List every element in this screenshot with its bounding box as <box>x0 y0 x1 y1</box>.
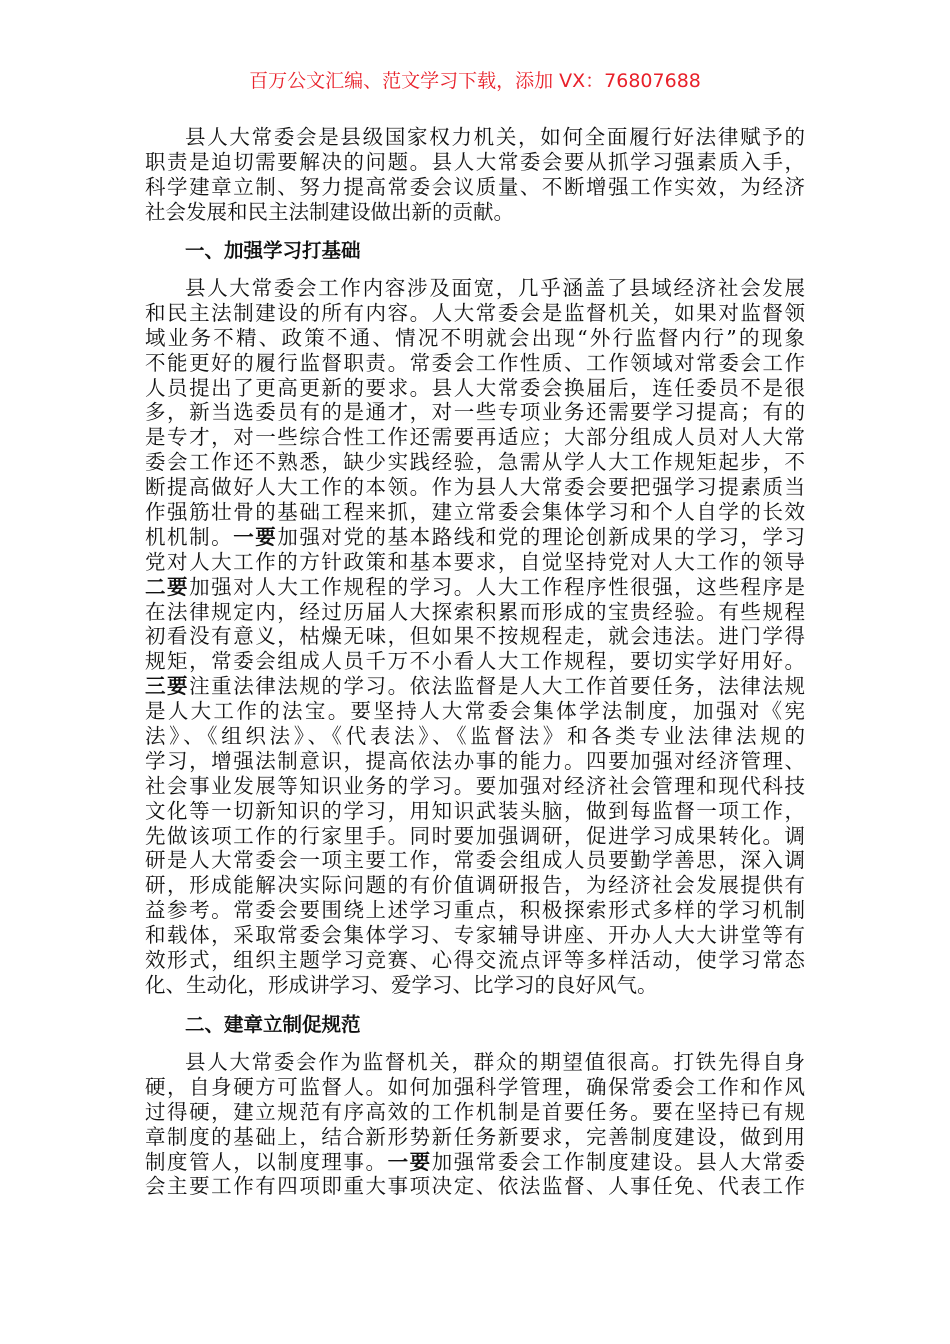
bold-keyword: 一要 <box>233 524 278 549</box>
text-line <box>145 175 805 200</box>
line-text: 党对人大工作的方针政策和基本要求，自觉坚持党对人大工作的领导 <box>145 549 805 574</box>
line-text: 不能更好的履行监督职责。常委会工作性质、工作领域对常委会工作 <box>145 350 805 375</box>
text-line <box>145 150 805 175</box>
line-text: 作强筋壮骨的基础工程来抓，建立常委会集体学习和个人自学的长效 <box>145 500 805 525</box>
paragraph-section-1 <box>145 276 805 998</box>
line-text: 县人大常委会是县级国家权力机关，如何全面履行好法律赋予的 <box>185 125 805 149</box>
text-line <box>145 774 805 799</box>
bold-keyword: 一要 <box>387 1149 432 1174</box>
text-line <box>145 649 805 674</box>
line-text: 法》、《组织法》、《代表法》、《监督法》和各类专业法律法规的 <box>145 724 805 749</box>
text-line <box>145 475 805 500</box>
line-text: 会主要工作有四项即重大事项决定、依法监督、人事任免、代表工作 <box>145 1174 805 1199</box>
text-line <box>145 575 805 600</box>
line-text: 章制度的基础上，结合新形势新任务新要求，完善制度建设，做到用 <box>145 1124 805 1149</box>
line-text: 加强对党的基本路线和党的理论创新成果的学习，学习 <box>277 524 806 549</box>
text-line <box>145 301 805 326</box>
line-text: 科学建章立制、努力提高常委会议质量、不断增强工作实效，为经济 <box>145 174 805 199</box>
line-text: 是人大工作的法宝。要坚持人大常委会集体学法制度，加强对《宪 <box>145 699 805 724</box>
line-text: 社会发展和民主法制建设做出新的贡献。 <box>145 199 514 224</box>
text-line <box>145 125 805 150</box>
line-text: 多，新当选委员有的是通才，对一些专项业务还需要学习提高；有的 <box>145 400 805 425</box>
text-line <box>145 973 805 998</box>
text-line <box>145 276 805 301</box>
text-line <box>145 873 805 898</box>
text-line <box>145 1100 805 1125</box>
text-line <box>145 898 805 923</box>
line-text: 县人大常委会作为监督机关，群众的期望值很高。打铁先得自身 <box>185 1050 805 1074</box>
paragraph-section-2 <box>145 1050 805 1199</box>
watermark-banner: 百万公文汇编、范文学习下载，添加 VX：76807688 <box>249 70 701 92</box>
line-text: 断提高做好人大工作的本领。作为县人大常委会要把强学习提素质当 <box>145 475 805 500</box>
text-line <box>145 600 805 625</box>
line-text: 在法律规定内，经过历届人大探索积累而形成的宝贵经验。有些规程 <box>145 599 805 624</box>
line-text: 人员提出了更高更新的要求。县人大常委会换届后，连任委员不是很 <box>145 375 805 400</box>
line-text: 化、生动化，形成讲学习、爱学习、比学习的良好风气。 <box>145 972 658 997</box>
text-line <box>145 1075 805 1100</box>
bold-keyword: 三要 <box>145 674 190 699</box>
line-text: 加强对人大工作规程的学习。人大工作程序性很强，这些程序是 <box>189 574 806 599</box>
text-line <box>145 624 805 649</box>
text-line <box>145 749 805 774</box>
line-text: 职责是迫切需要解决的问题。县人大常委会要从抓学习强素质入手， <box>145 149 805 174</box>
text-line <box>145 326 805 351</box>
text-line <box>145 724 805 749</box>
line-text: 硬，自身硬方可监督人。如何加强科学管理，确保常委会工作和作风 <box>145 1074 805 1099</box>
section-heading-1: 一、加强学习打基础 <box>185 239 361 262</box>
text-line <box>145 1050 805 1075</box>
line-text: 规矩，常委会组成人员千万不小看人大工作规程，要切实学好用好。 <box>145 649 805 674</box>
text-line <box>145 351 805 376</box>
line-text: 和载体，采取常委会集体学习、专家辅导讲座、开办人大大讲堂等有 <box>145 923 805 948</box>
text-line <box>145 848 805 873</box>
line-text: 是专才，对一些综合性工作还需要再适应；大部分组成人员对人大常 <box>145 425 805 450</box>
text-line <box>145 450 805 475</box>
line-text: 过得硬，建立规范有序高效的工作机制是首要任务。要在坚持已有规 <box>145 1099 805 1124</box>
section-heading-2: 二、建章立制促规范 <box>185 1013 361 1036</box>
text-line <box>145 1174 805 1199</box>
text-line <box>145 400 805 425</box>
paragraph-intro <box>145 125 805 225</box>
line-text: 机机制。 <box>145 524 234 549</box>
text-line <box>145 948 805 973</box>
line-text: 加强常委会工作制度建设。县人大常委 <box>431 1149 806 1174</box>
text-line <box>145 1125 805 1150</box>
line-text: 文化等一切新知识的学习，用知识武装头脑，做到每监督一项工作， <box>145 798 805 823</box>
text-line <box>145 200 805 225</box>
line-text: 益参考。常委会要围绕上述学习重点，积极探索形式多样的学习机制 <box>145 898 805 923</box>
line-text: 初看没有意义，枯燥无味，但如果不按规程走，就会违法。进门学得 <box>145 624 805 649</box>
line-text: 研，形成能解决实际问题的有价值调研报告，为经济社会发展提供有 <box>145 873 805 898</box>
line-text: 委会工作还不熟悉，缺少实践经验，急需从学人大工作规矩起步，不 <box>145 450 805 475</box>
line-text: 研是人大常委会一项主要工作，常委会组成人员要勤学善思，深入调 <box>145 848 805 873</box>
text-line <box>145 1150 805 1175</box>
text-line <box>145 500 805 525</box>
line-text: 域业务不精、政策不通、情况不明就会出现“外行监督内行”的现象 <box>145 325 805 350</box>
text-line <box>145 799 805 824</box>
text-line <box>145 425 805 450</box>
line-text: 效形式，组织主题学习竞赛、心得交流点评等多样活动，使学习常态 <box>145 948 805 973</box>
line-text: 注重法律法规的学习。依法监督是人大工作首要任务，法律法规 <box>189 674 806 699</box>
line-text: 制度管人，以制度理事。 <box>145 1149 388 1174</box>
bold-keyword: 二要 <box>145 574 190 599</box>
text-line <box>145 923 805 948</box>
text-line <box>145 376 805 401</box>
line-text: 和民主法制建设的所有内容。人大常委会是监督机关，如果对监督领 <box>145 300 805 325</box>
text-line <box>145 525 805 550</box>
line-text: 学习，增强法制意识，提高依法办事的能力。四要加强对经济管理、 <box>145 748 805 773</box>
text-line <box>145 824 805 849</box>
text-line <box>145 550 805 575</box>
text-line <box>145 674 805 699</box>
line-text: 社会事业发展等知识业务的学习。要加强对经济社会管理和现代科技 <box>145 773 805 798</box>
line-text: 县人大常委会工作内容涉及面宽，几乎涵盖了县域经济社会发展 <box>185 276 805 300</box>
line-text: 先做该项工作的行家里手。同时要加强调研，促进学习成果转化。调 <box>145 823 805 848</box>
text-line <box>145 699 805 724</box>
